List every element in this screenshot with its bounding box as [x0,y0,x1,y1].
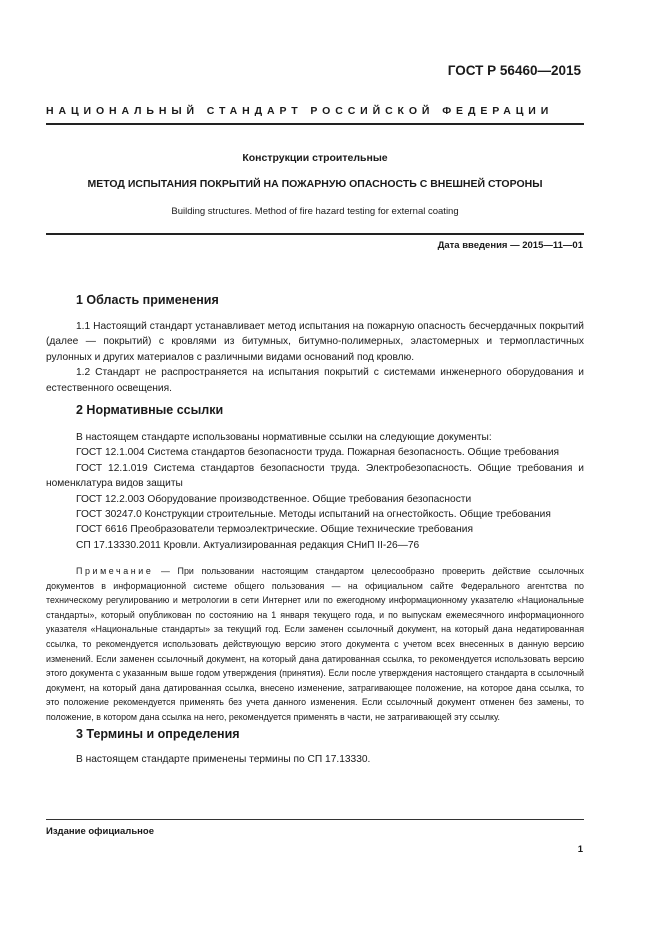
reference-item: ГОСТ 6616 Преобразователи термоэлектрические. Общие технические требования [76,524,474,536]
section-2-heading: 2 Нормативные ссылки [76,403,224,417]
footer-rule [46,819,584,820]
section-3-heading: 3 Термины и определения [76,727,240,741]
section-1-body [46,319,584,396]
page-number: 1 [577,844,583,855]
reference-item: ГОСТ 12.2.003 Оборудование производственное. Общие требования безопасности [76,493,472,505]
document-subtitle: Конструкции строительные [242,152,388,164]
reference-item: СП 17.13330.2011 Кровли. Актуализированная редакция СНиП II-26—76 [76,539,420,551]
middle-rule [46,233,584,235]
official-edition-label: Издание официальное [46,826,154,837]
document-title: МЕТОД ИСПЫТАНИЯ ПОКРЫТИЙ НА ПОЖАРНУЮ ОПАСНОСТЬ С ВНЕШНЕЙ СТОРОНЫ [87,178,543,190]
reference-item: ГОСТ 12.1.004 Система стандартов безопасности труда. Пожарная безопасность. Общие требования [76,447,560,459]
section-3-body [46,752,584,767]
section-1-paragraph-1: 1.1 Настоящий стандарт устанавливает метод испытания на пожарную опасность бесчердачных покрытий (далее — покрытий) с кровлями из битумных, битумно-полимерных, эластомерных и термопластичных рулонных и других материалов с различными видами оснований под кровлю. [46,321,584,363]
section-1-paragraph-2: 1.2 Стандарт не распространяется на испытания покрытий с системами инженерного оборудования и естественного освещения. [46,367,584,394]
section-1-heading: 1 Область применения [76,293,219,307]
note-label: Примечание [76,566,154,576]
introduction-date: Дата введения — 2015—11—01 [437,240,583,251]
national-standard-banner: НАЦИОНАЛЬНЫЙ СТАНДАРТ РОССИЙСКОЙ ФЕДЕРАЦИИ [46,105,554,117]
note-text: — При пользовании настоящим стандартом целесообразно проверить действие ссылочных документов в информационной системе общего пользования — на официальном сайте Федерального агентства по техническому регулированию и метрологии в сети Интернет или по ежегодному информационному указателю «Национальные стандарты», который опубликован по состоянию на 1 января текущего года, и по выпускам ежемесячного информационного указателя «Национальные стандарты» за текущий год. Если заменен ссылочный документ, на который дана недатированная ссылка, то рекомендуется использовать действующую версию этого документа с учетом всех внесенных в данную версию изменений. Если заменен ссылочный документ, на который дана датированная ссылка, то рекомендуется использовать версию этого документа с указанным выше годом утверждения (принятия). Если после утверждения настоящего стандарта в ссылочный документ, на который дана датированная ссылка, внесено изменение, затрагивающее положение, на которое дана ссылка, то это положение рекомендуется применять без учета данного изменения. Если ссылочный документ отменен без замены, то положение, в котором дана ссылка на него, рекомендуется применять в части, не затрагивающей эту ссылку. [46,566,584,722]
reference-item: ГОСТ 12.1.019 Система стандартов безопасности труда. Электробезопасность. Общие требования и номенклатура видов защиты [46,462,584,490]
section-2-intro: В настоящем стандарте использованы нормативные ссылки на следующие документы: [76,432,492,443]
references-note [46,564,584,725]
section-2-body [46,430,584,553]
reference-item: ГОСТ 30247.0 Конструкции строительные. Методы испытаний на огнестойкость. Общие требования [76,509,551,521]
document-title-english: Building structures. Method of fire hazard testing for external coating [171,206,459,217]
top-rule [46,123,584,125]
section-3-paragraph-1: В настоящем стандарте применены термины по СП 17.13330. [76,754,371,765]
document-number: ГОСТ Р 56460—2015 [447,63,581,78]
